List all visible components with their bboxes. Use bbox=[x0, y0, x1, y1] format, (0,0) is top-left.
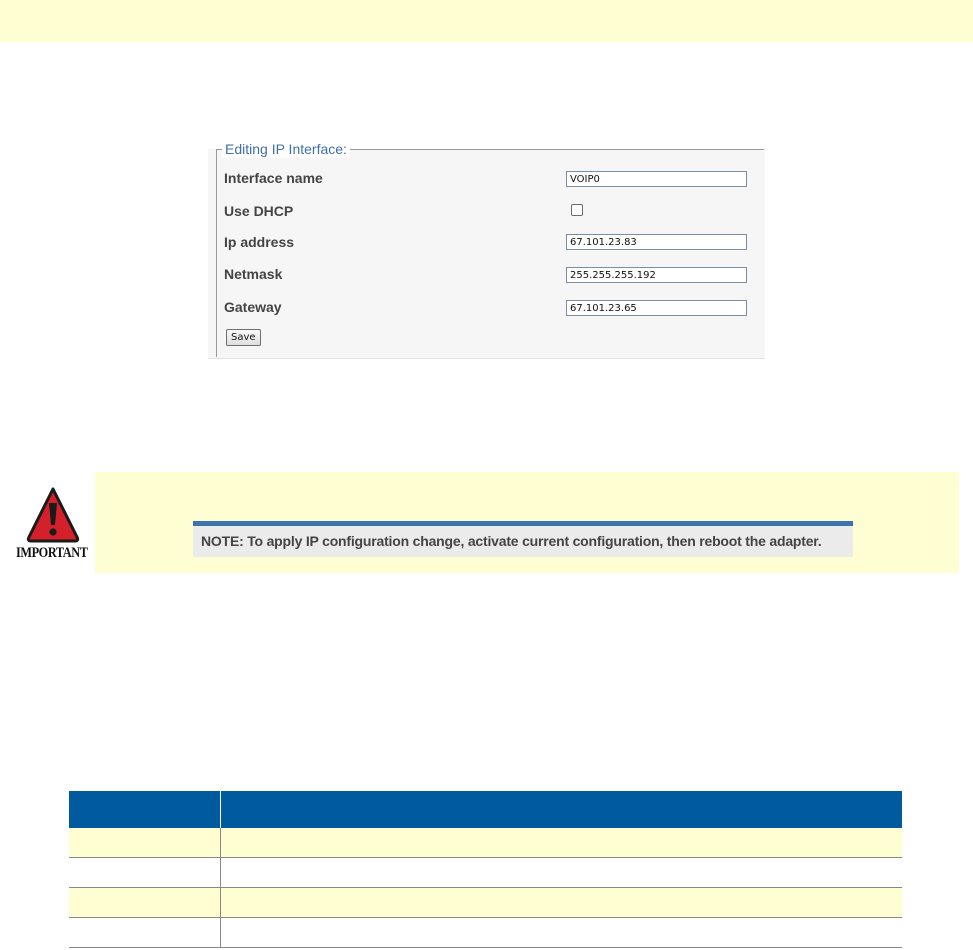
table-row bbox=[69, 888, 902, 918]
important-label: IMPORTANT bbox=[16, 545, 88, 561]
table-cell bbox=[69, 858, 221, 888]
note-box bbox=[193, 521, 853, 557]
note-text: NOTE: To apply IP configuration change, activate current configuration, then reboot the adapter. bbox=[201, 533, 822, 549]
table-cell bbox=[221, 858, 903, 888]
table-row bbox=[69, 828, 902, 858]
table-header-cell bbox=[221, 791, 903, 828]
ip-address-input[interactable] bbox=[566, 234, 747, 250]
table-cell bbox=[221, 888, 903, 918]
table-cell bbox=[69, 888, 221, 918]
gateway-input[interactable] bbox=[566, 300, 747, 316]
ip-address-label: Ip address bbox=[224, 234, 295, 250]
page-header-band bbox=[0, 0, 973, 42]
fieldset-legend: Editing IP Interface: bbox=[222, 140, 350, 158]
table-cell bbox=[221, 828, 903, 858]
use-dhcp-label: Use DHCP bbox=[224, 203, 294, 219]
gateway-label: Gateway bbox=[224, 299, 282, 315]
interface-name-input[interactable] bbox=[566, 171, 747, 187]
table-header-row bbox=[69, 791, 902, 828]
netmask-label: Netmask bbox=[224, 266, 283, 282]
parameter-table bbox=[69, 791, 902, 948]
netmask-input[interactable] bbox=[566, 267, 747, 283]
save-button[interactable]: Save bbox=[226, 329, 261, 346]
table-cell bbox=[221, 918, 903, 948]
table-header-cell bbox=[69, 791, 221, 828]
table-cell bbox=[69, 828, 221, 858]
interface-name-label: Interface name bbox=[224, 170, 323, 186]
table-cell bbox=[69, 918, 221, 948]
table-row bbox=[69, 918, 902, 948]
table-row bbox=[69, 858, 902, 888]
use-dhcp-checkbox[interactable] bbox=[571, 204, 583, 216]
